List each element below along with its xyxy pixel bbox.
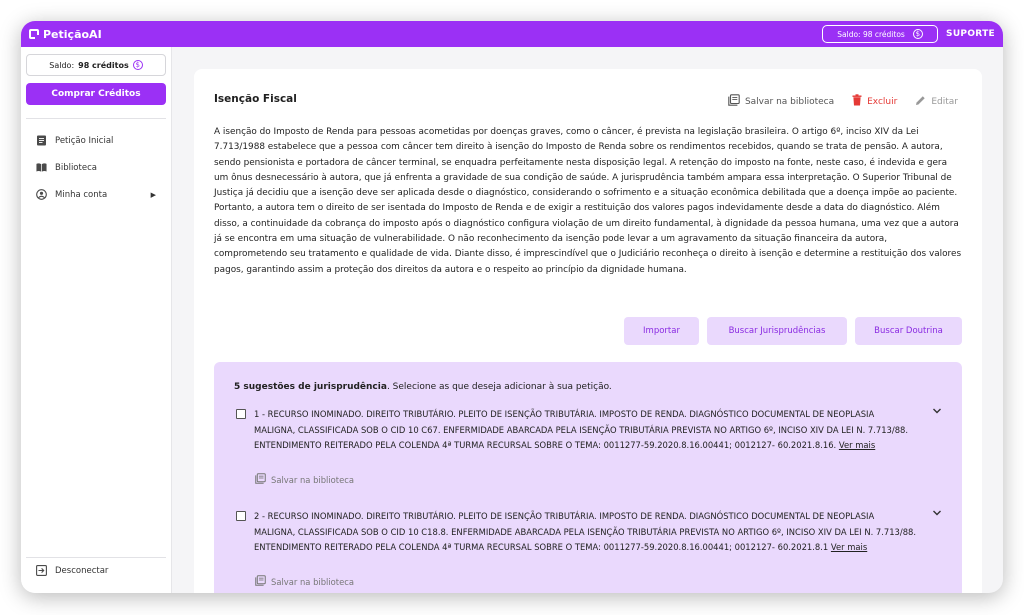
suggestion-save-label: Salvar na biblioteca bbox=[271, 474, 354, 485]
top-balance-badge[interactable] bbox=[822, 25, 938, 43]
caret-right-icon: ▶ bbox=[150, 190, 156, 199]
suggestions-panel bbox=[214, 362, 962, 593]
suggestion-text bbox=[254, 407, 918, 454]
save-to-library-button[interactable] bbox=[728, 94, 834, 109]
logout-button[interactable] bbox=[36, 565, 156, 576]
document-actions bbox=[728, 94, 958, 109]
trash-icon bbox=[852, 94, 862, 109]
top-balance-text: Saldo: 98 créditos bbox=[837, 29, 905, 39]
edit-button[interactable] bbox=[915, 94, 958, 109]
sidebar bbox=[21, 47, 172, 593]
sidebar-item-label: Petição Inicial bbox=[55, 135, 114, 146]
sidebar-item-biblioteca[interactable] bbox=[36, 162, 156, 173]
edit-label: Editar bbox=[931, 96, 958, 107]
see-more-link[interactable]: Ver mais bbox=[830, 542, 868, 552]
suggestion-checkbox[interactable] bbox=[236, 511, 246, 521]
suggestion-body: 2 - RECURSO INOMINADO. DIREITO TRIBUTÁRIO. PLEITO DE ISENÇÃO TRIBUTÁRIA. IMPOSTO DE RENDA. DIAGNÓSTICO DOCUMENTAL DE NEOPLASIA MALIGNA, CLASSIFICADA SOB O CID 10 C18.8. ENFERMIDADE ABARCADA PELA ISENÇÃO TRIBUTÁRIA PREVISTA NO ARTIGO 6º, INCISO XIV DA LEI N. 7.713/88. ENTENDIMENTO REITERADO PELA COLENDA 4ª TURMA RECURSAL SOBRE O TEMA: 0011277-59.2020.8.16.00441; 0012127- 60.2021.8.1 bbox=[254, 511, 917, 552]
document-button-row bbox=[624, 317, 962, 345]
document-body: A isenção do Imposto de Renda para pessoas acometidas por doenças graves, como o câncer, é prevista na legislação brasileira. O artigo 6º, inciso XIV da Lei 7.713/1988 estabelece que a pessoa com câncer tem direito à isenção do Imposto de Renda sobre os rendimentos recebidos, quando se trata de pensão. A autora, sendo pensionista e portadora de câncer terminal, se enquadra perfeitamente nesta disposição legal. A retenção do imposto na fonte, neste caso, é indevida e gera um ônus desnecessário à autora, que já enfrenta a gravidade de sua condição de saúde. A jurisprudência também ampara essa interpretação. O Superior Tribunal de Justiça já decidiu que a isenção deve ser aplicada desde o diagnóstico, considerando o sofrimento e a situação econômica debilitada que a doença impõe ao paciente. Portanto, a autora tem o direito de ser isentada do Imposto de Renda e de exigir a restituição dos valores pagos indevidamente desde a data do diagnóstico. Além disso, a continuidade da cobrança do imposto após o diagnóstico configura violação de um direito fundamental, à dignidade da pessoa humana, uma vez que a autora já se encontra em uma situação de vulnerabilidade. O não reconhecimento da isenção pode levar a um agravamento da situação financeira da autora, comprometendo seu tratamento e qualidade de vida. Diante disso, é imprescindível que o Judiciário reconheça o direito à isenção e determine a restituição dos valores pagos, garantindo assim a proteção dos direitos da autora e o respeito ao princípio da dignidade humana. bbox=[214, 127, 962, 275]
sidebar-balance bbox=[26, 54, 166, 76]
chevron-down-icon[interactable] bbox=[932, 509, 942, 520]
sidebar-item-label: Biblioteca bbox=[55, 162, 97, 173]
suggestions-instruction: . Selecione as que deseja adicionar à sua petição. bbox=[386, 382, 612, 392]
save-label: Salvar na biblioteca bbox=[744, 96, 835, 107]
library-icon bbox=[728, 94, 740, 109]
logout-icon bbox=[36, 565, 47, 576]
app-window bbox=[21, 21, 1003, 593]
search-doctrine-button[interactable]: Buscar Doutrina bbox=[855, 317, 962, 345]
sidebar-item-label: Minha conta bbox=[55, 189, 108, 200]
document-card bbox=[194, 69, 982, 593]
import-button[interactable]: Importar bbox=[624, 317, 699, 345]
sidebar-item-peticao-inicial[interactable] bbox=[36, 135, 156, 146]
logout-label: Desconectar bbox=[55, 565, 109, 576]
suggestion-save-button[interactable] bbox=[255, 575, 354, 588]
support-link[interactable]: SUPORTE bbox=[946, 29, 995, 39]
library-icon bbox=[255, 575, 266, 588]
delete-button[interactable] bbox=[852, 94, 897, 109]
document-title: Isenção Fiscal bbox=[214, 93, 297, 105]
suggestions-header bbox=[234, 382, 612, 392]
divider bbox=[26, 557, 166, 558]
chevron-down-icon[interactable] bbox=[932, 407, 942, 418]
document-icon bbox=[36, 135, 47, 146]
delete-label: Excluir bbox=[867, 96, 898, 107]
search-jurisprudence-button[interactable]: Buscar Jurisprudências bbox=[707, 317, 847, 345]
buy-credits-button[interactable]: Comprar Créditos bbox=[26, 83, 166, 105]
coin-icon: $ bbox=[133, 60, 143, 70]
suggestion-save-label: Salvar na biblioteca bbox=[271, 576, 354, 587]
suggestions-count: 5 sugestões de jurisprudência bbox=[234, 382, 387, 392]
book-icon bbox=[36, 162, 47, 173]
suggestion-checkbox[interactable] bbox=[236, 409, 246, 419]
coin-icon: $ bbox=[913, 29, 923, 39]
balance-label: Saldo: bbox=[49, 60, 75, 70]
divider bbox=[26, 118, 166, 119]
library-icon bbox=[255, 473, 266, 486]
see-more-link[interactable]: Ver mais bbox=[838, 440, 876, 450]
suggestion-body: 1 - RECURSO INOMINADO. DIREITO TRIBUTÁRIO. PLEITO DE ISENÇÃO TRIBUTÁRIA. IMPOSTO DE RENDA. DIAGNÓSTICO DOCUMENTAL DE NEOPLASIA MALIGNA, CLASSIFICADA SOB O CID 10 C67. ENFERMIDADE ABARCADA PELA ISENÇÃO TRIBUTÁRIA PREVISTA NO ARTIGO 6º, INCISO XIV DA LEI N. 7.713/88. ENTENDIMENTO REITERADO PELA COLENDA 4ª TURMA RECURSAL SOBRE O TEMA: 0011277-59.2020.8.16.00441; 0012127- 60.2021.8.16. bbox=[254, 409, 909, 450]
user-circle-icon bbox=[36, 189, 47, 200]
pencil-icon bbox=[915, 95, 926, 109]
logo-icon bbox=[29, 29, 39, 39]
balance-value: 98 créditos bbox=[78, 60, 129, 70]
suggestion-text bbox=[254, 509, 918, 556]
top-bar bbox=[21, 21, 1003, 47]
app-logo[interactable] bbox=[29, 28, 102, 41]
suggestion-save-button[interactable] bbox=[255, 473, 354, 486]
app-name: PetiçãoAI bbox=[43, 27, 102, 41]
sidebar-item-minha-conta[interactable] bbox=[36, 189, 156, 200]
